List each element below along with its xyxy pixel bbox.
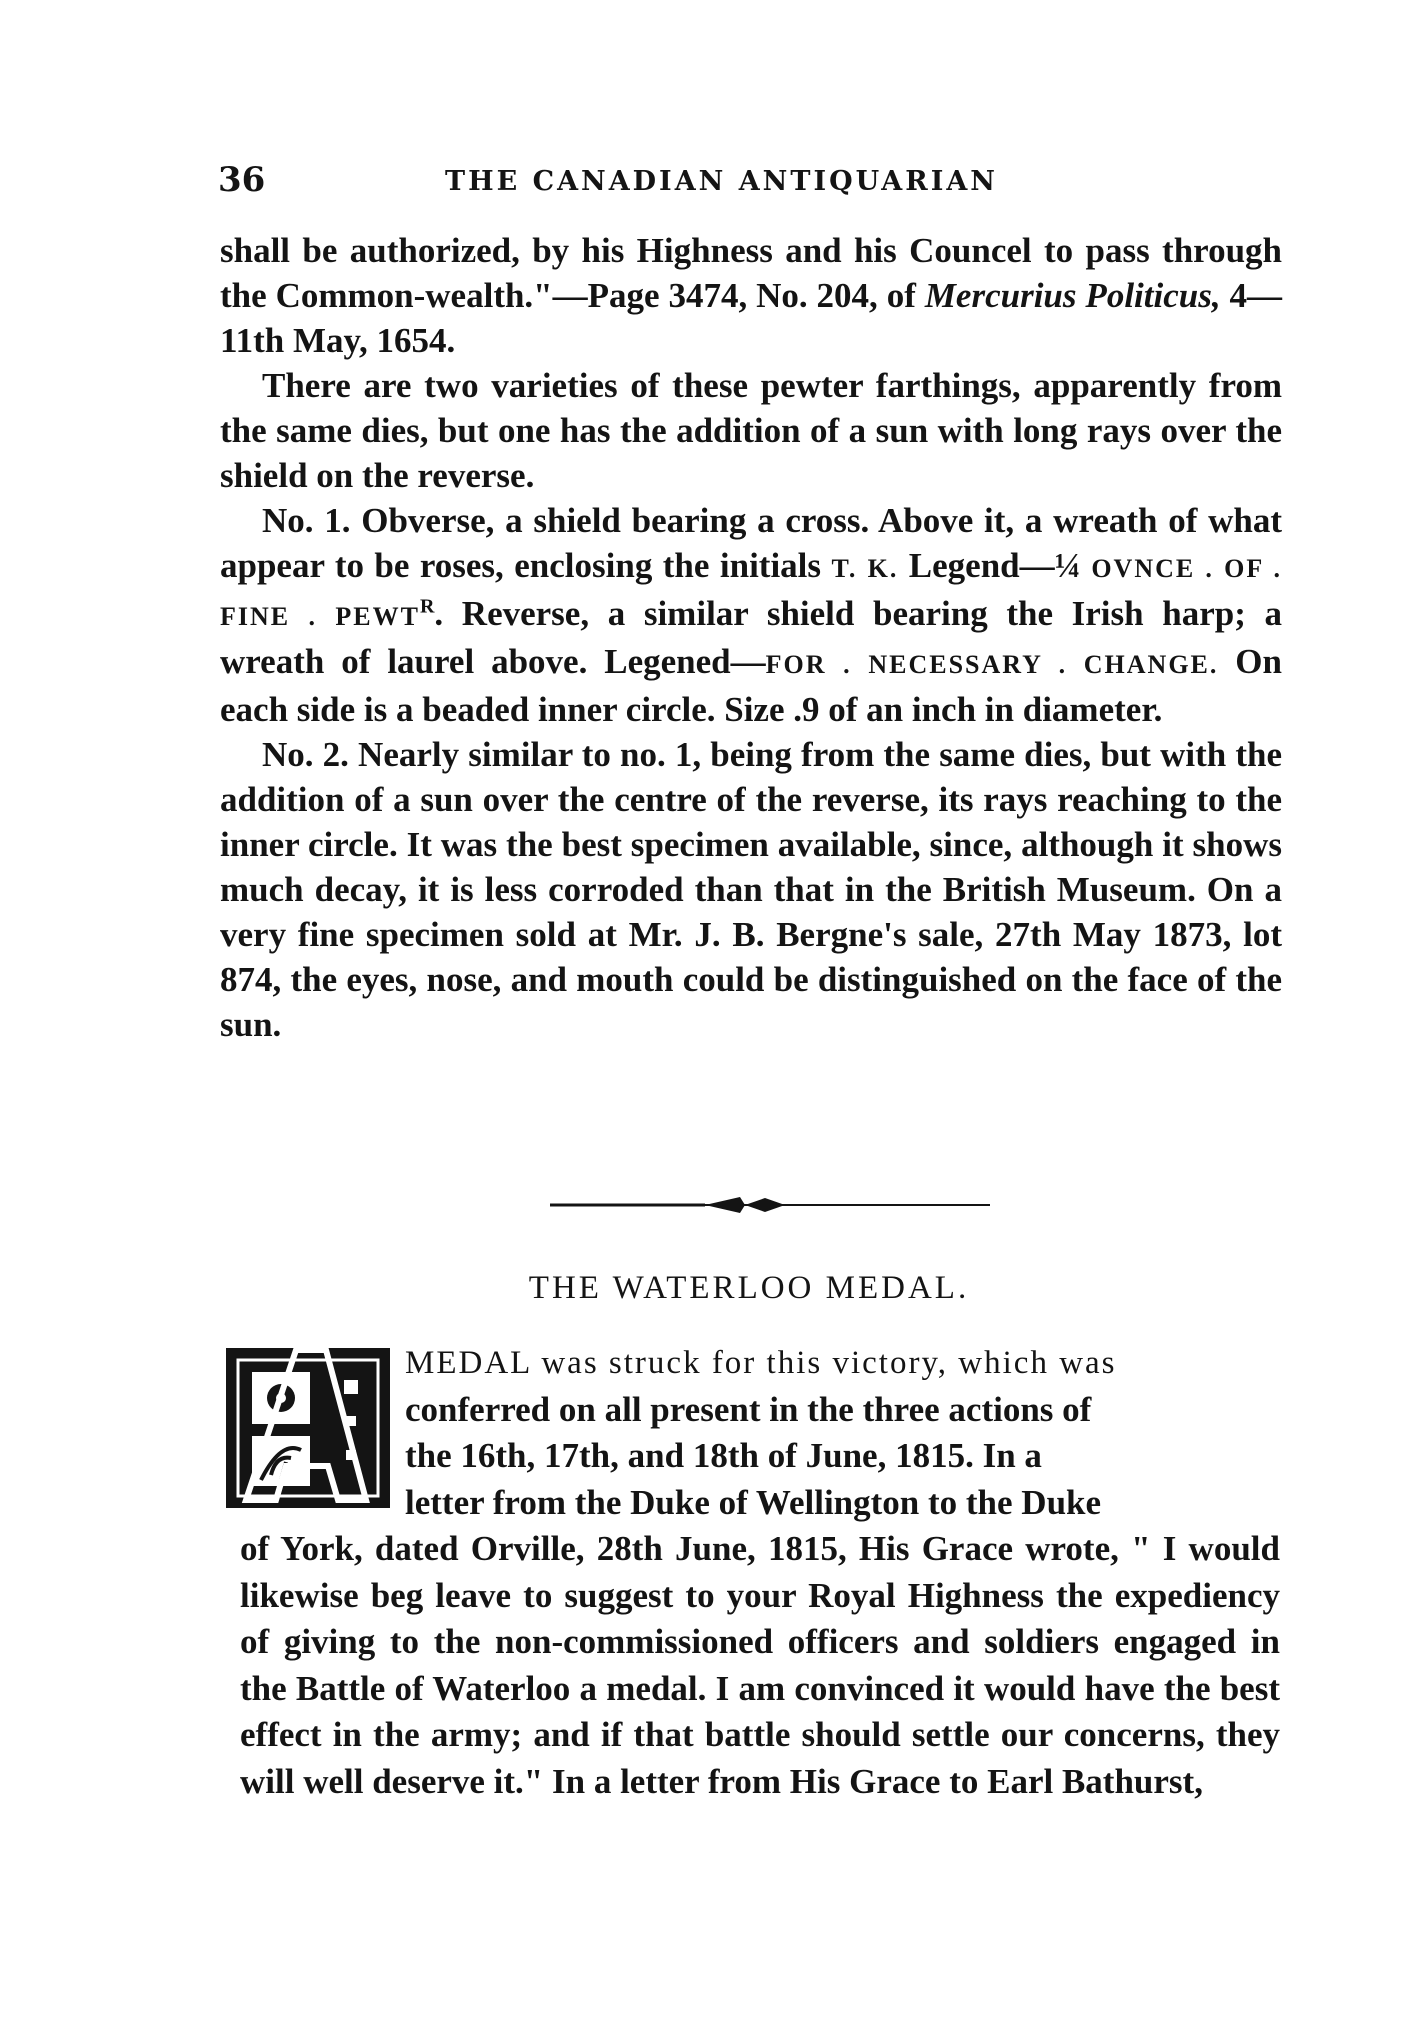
section-line-1: MEDAL was struck for this victory, which was bbox=[405, 1345, 1117, 1381]
section-line-4: letter from the Duke of Wellington to the Duke bbox=[405, 1482, 1102, 1522]
periodical-title: Mercurius Politicus, bbox=[924, 276, 1221, 315]
obverse-legend-superscript: R bbox=[419, 595, 435, 618]
paragraph-3-text-c: . Reverse, a similar shield bearing the Irish harp; a wreath of laurel above. Legened— bbox=[220, 594, 1282, 681]
body-text bbox=[220, 228, 1282, 1047]
section-line-2: conferred on all present in the three actions of bbox=[405, 1389, 1092, 1429]
section-line-3: the 16th, 17th, and 18th of June, 1815. In a bbox=[405, 1436, 1042, 1475]
paragraph-3 bbox=[220, 498, 1282, 732]
paragraph-3-text-a: No. 1. Obverse, a shield bearing a cross. Above it, a wreath of what appear to be roses, enclosing the initials bbox=[220, 501, 1282, 585]
paragraph-3-text-b: Legend—¼ bbox=[898, 546, 1092, 585]
paragraph-1 bbox=[220, 228, 1282, 363]
obverse-legend: OVNCE . OF . FINE . PEWT bbox=[220, 554, 1282, 631]
paragraph-2: There are two varieties of these pewter farthings, apparently from the same dies, but one has the addition of a sun with long rays over the shield on the reverse. bbox=[220, 366, 1282, 495]
paragraph-3-text-d: On each side is a beaded inner circle. Size .9 of an inch in diameter. bbox=[220, 642, 1282, 729]
section-body bbox=[240, 1340, 1280, 1805]
section-body-rest: of York, dated Orville, 28th June, 1815, His Grace wrote, " I would likewise beg leave to suggest to your Royal Highness the expediency of giving to the non-commissioned officers and soldiers engaged in the Battle of Waterloo a medal. I am convinced it would have the best effect in the army; and if that battle should settle our concerns, they will well deserve it." In a letter from His Grace to Earl Bathurst, bbox=[240, 1529, 1280, 1801]
running-title: THE CANADIAN ANTIQUARIAN bbox=[445, 166, 998, 197]
section-title: THE WATERLOO MEDAL. bbox=[528, 1270, 970, 1306]
reverse-legend: FOR . NECESSARY . CHANGE. bbox=[765, 650, 1219, 679]
initials-text: T. K. bbox=[831, 554, 899, 583]
page-number: 36 bbox=[218, 160, 266, 200]
paragraph-1-text-b: 4—11th May, 1654. bbox=[220, 276, 1283, 360]
paragraph-1-text-a: shall be authorized, by his Highness and his Councel to pass through the Common-wealth."—Page 3474, No. 204, of bbox=[220, 231, 1282, 315]
paragraph-4: No. 2. Nearly similar to no. 1, being from the same dies, but with the addition of a sun over the centre of the reverse, its rays reaching to the inner circle. It was the best specimen available, since, although it shows much decay, it is less corroded than that in the British Museum. On a very fine specimen sold at Mr. J. B. Bergne's sale, 27th May 1873, lot 874, the eyes, nose, and mouth could be distinguished on the face of the sun. bbox=[220, 735, 1282, 1044]
page-header bbox=[218, 160, 1278, 210]
section-divider-ornament bbox=[550, 1190, 990, 1220]
